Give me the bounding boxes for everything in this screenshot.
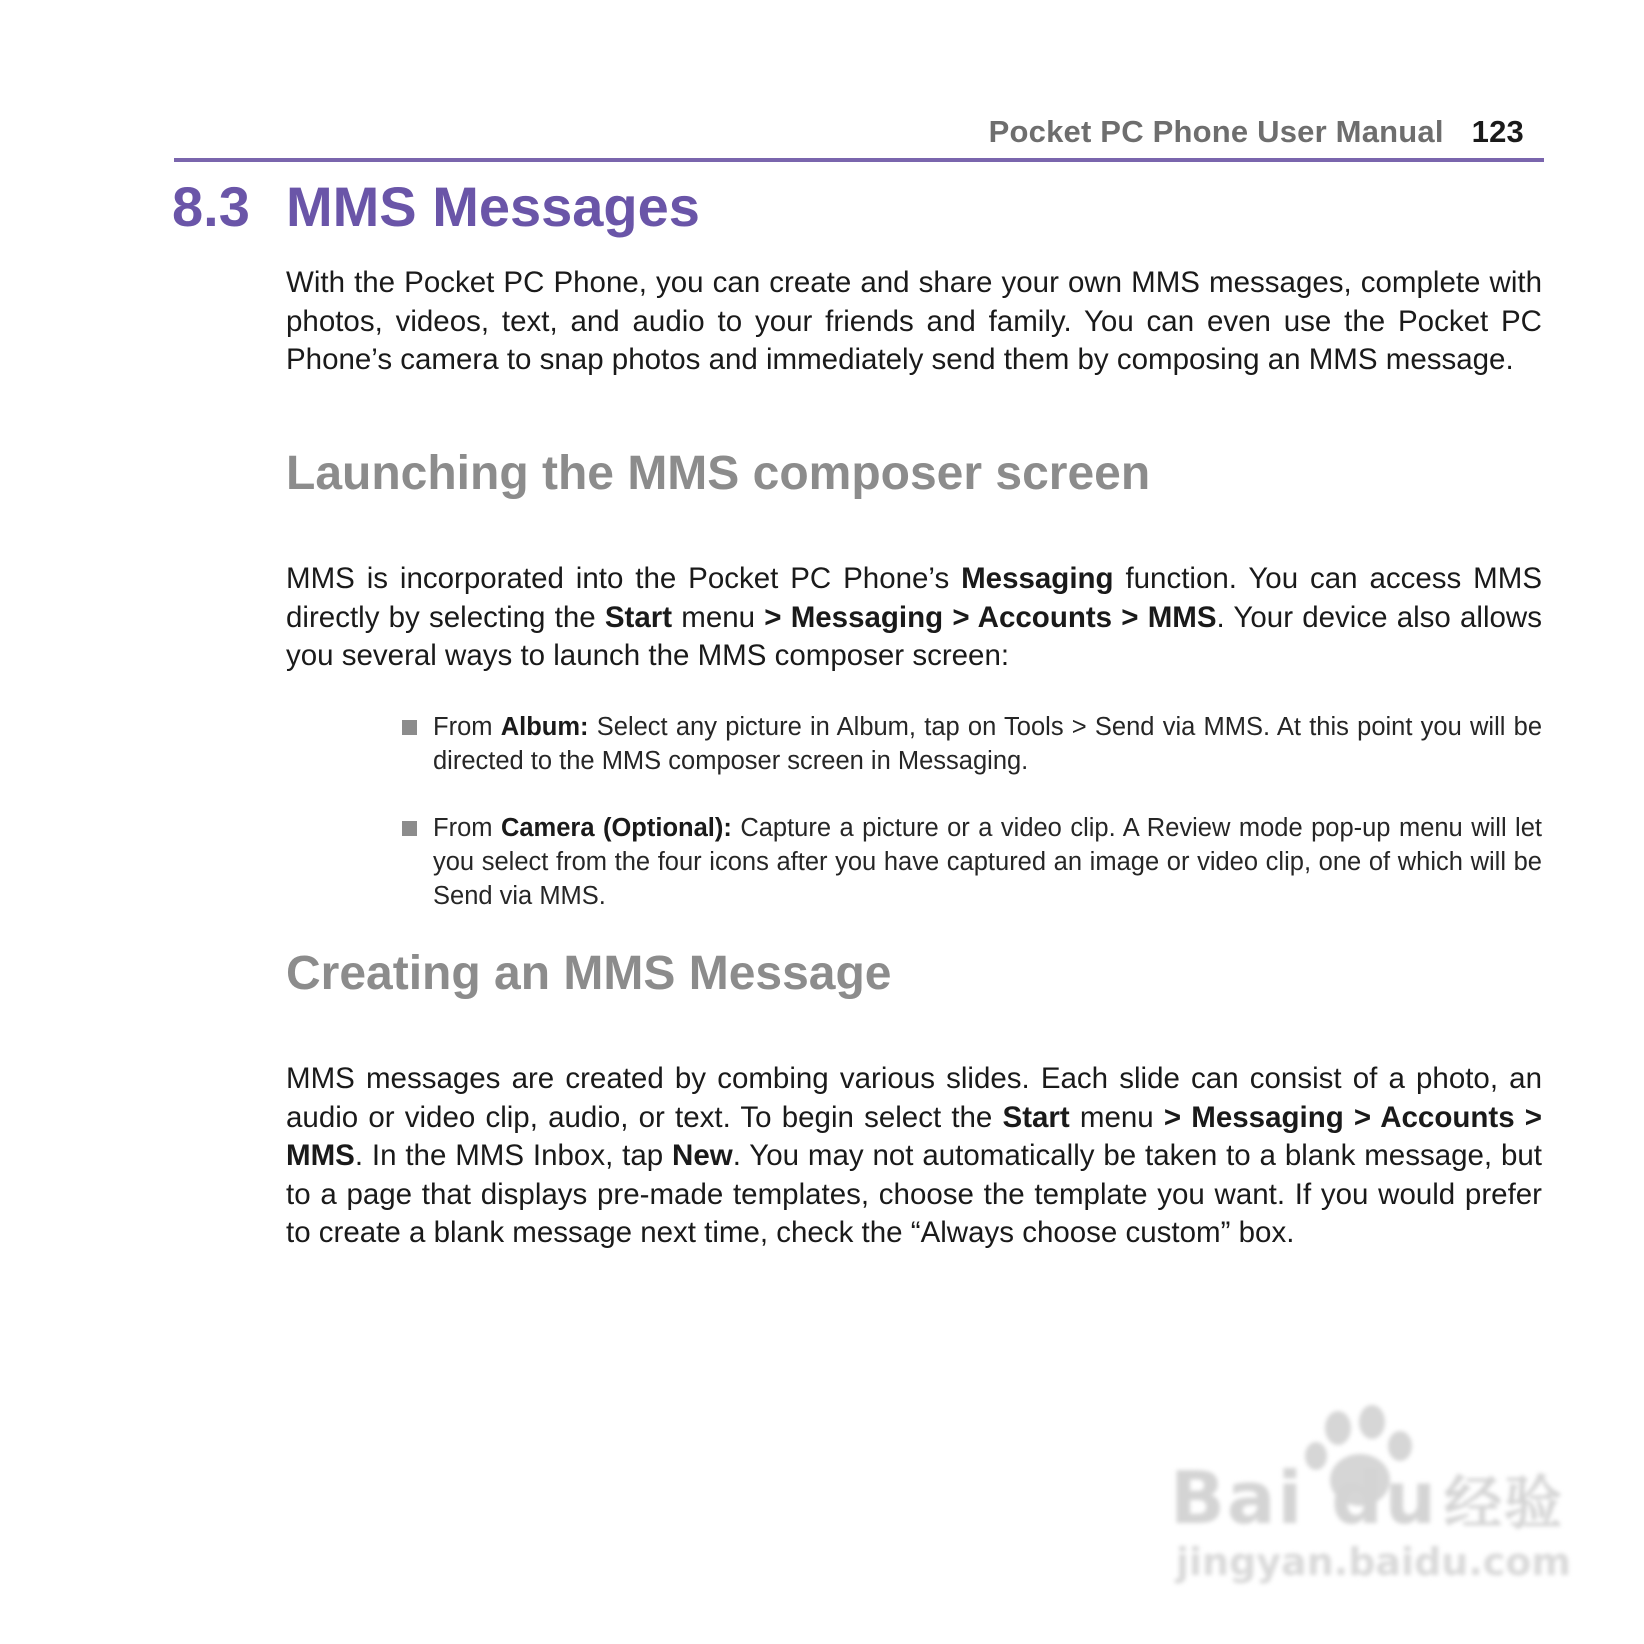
running-header [174,112,1544,152]
list-item: From Album: Select any picture in Album, tap on Tools > Send via MMS. At this point you will be directed to the MMS composer screen in Messaging. [400,710,1542,778]
subheading-creating: Creating an MMS Message [286,947,892,1000]
section-number: 8.3 [172,175,250,238]
square-bullet-icon [402,821,417,836]
launching-paragraph: MMS is incorporated into the Pocket PC Phone’s Messaging function. You can access MMS directly by selecting the Start menu > Messaging > Accounts > MMS. Your device also allows you several ways to launch the MMS composer screen: [286,562,1543,673]
section-title-text: MMS Messages [286,175,700,238]
page-number: 123 [1471,114,1524,149]
launch-methods-list [400,710,1542,946]
creating-paragraph: MMS messages are created by combing various slides. Each slide can consist of a photo, an audio or video clip, audio, or text. To begin select the Start menu > Messaging > Accounts > MMS. In the MMS Inbox, tap New. You may not automatically be taken to a blank message, but to a page that displays pre-made templates, choose the template you want. If you would prefer to create a blank message next time, check the “Always choose custom” box. [286,1062,1543,1250]
manual-title: Pocket PC Phone User Manual [988,114,1444,149]
subheading-launching: Launching the MMS composer screen [286,447,1151,500]
square-bullet-icon [402,720,417,735]
section-title [172,172,700,242]
watermark-brand: Bai du 经验 [1170,1456,1565,1540]
intro-paragraph: With the Pocket PC Phone, you can create and share your own MMS messages, complete with photos, videos, text, and audio to your friends and family. You can even use the Pocket PC Phone’s camera to snap photos and immediately send them by composing an MMS message. [286,266,1542,377]
baidu-watermark [1170,1400,1571,1584]
watermark-url: jingyan.baidu.com [1176,1540,1571,1584]
header-rule [174,158,1544,162]
list-item: From Camera (Optional): Capture a picture or a video clip. A Review mode pop-up menu will let you select from the four icons after you have captured an image or video clip, one of which will be Send via MMS. [400,811,1542,913]
